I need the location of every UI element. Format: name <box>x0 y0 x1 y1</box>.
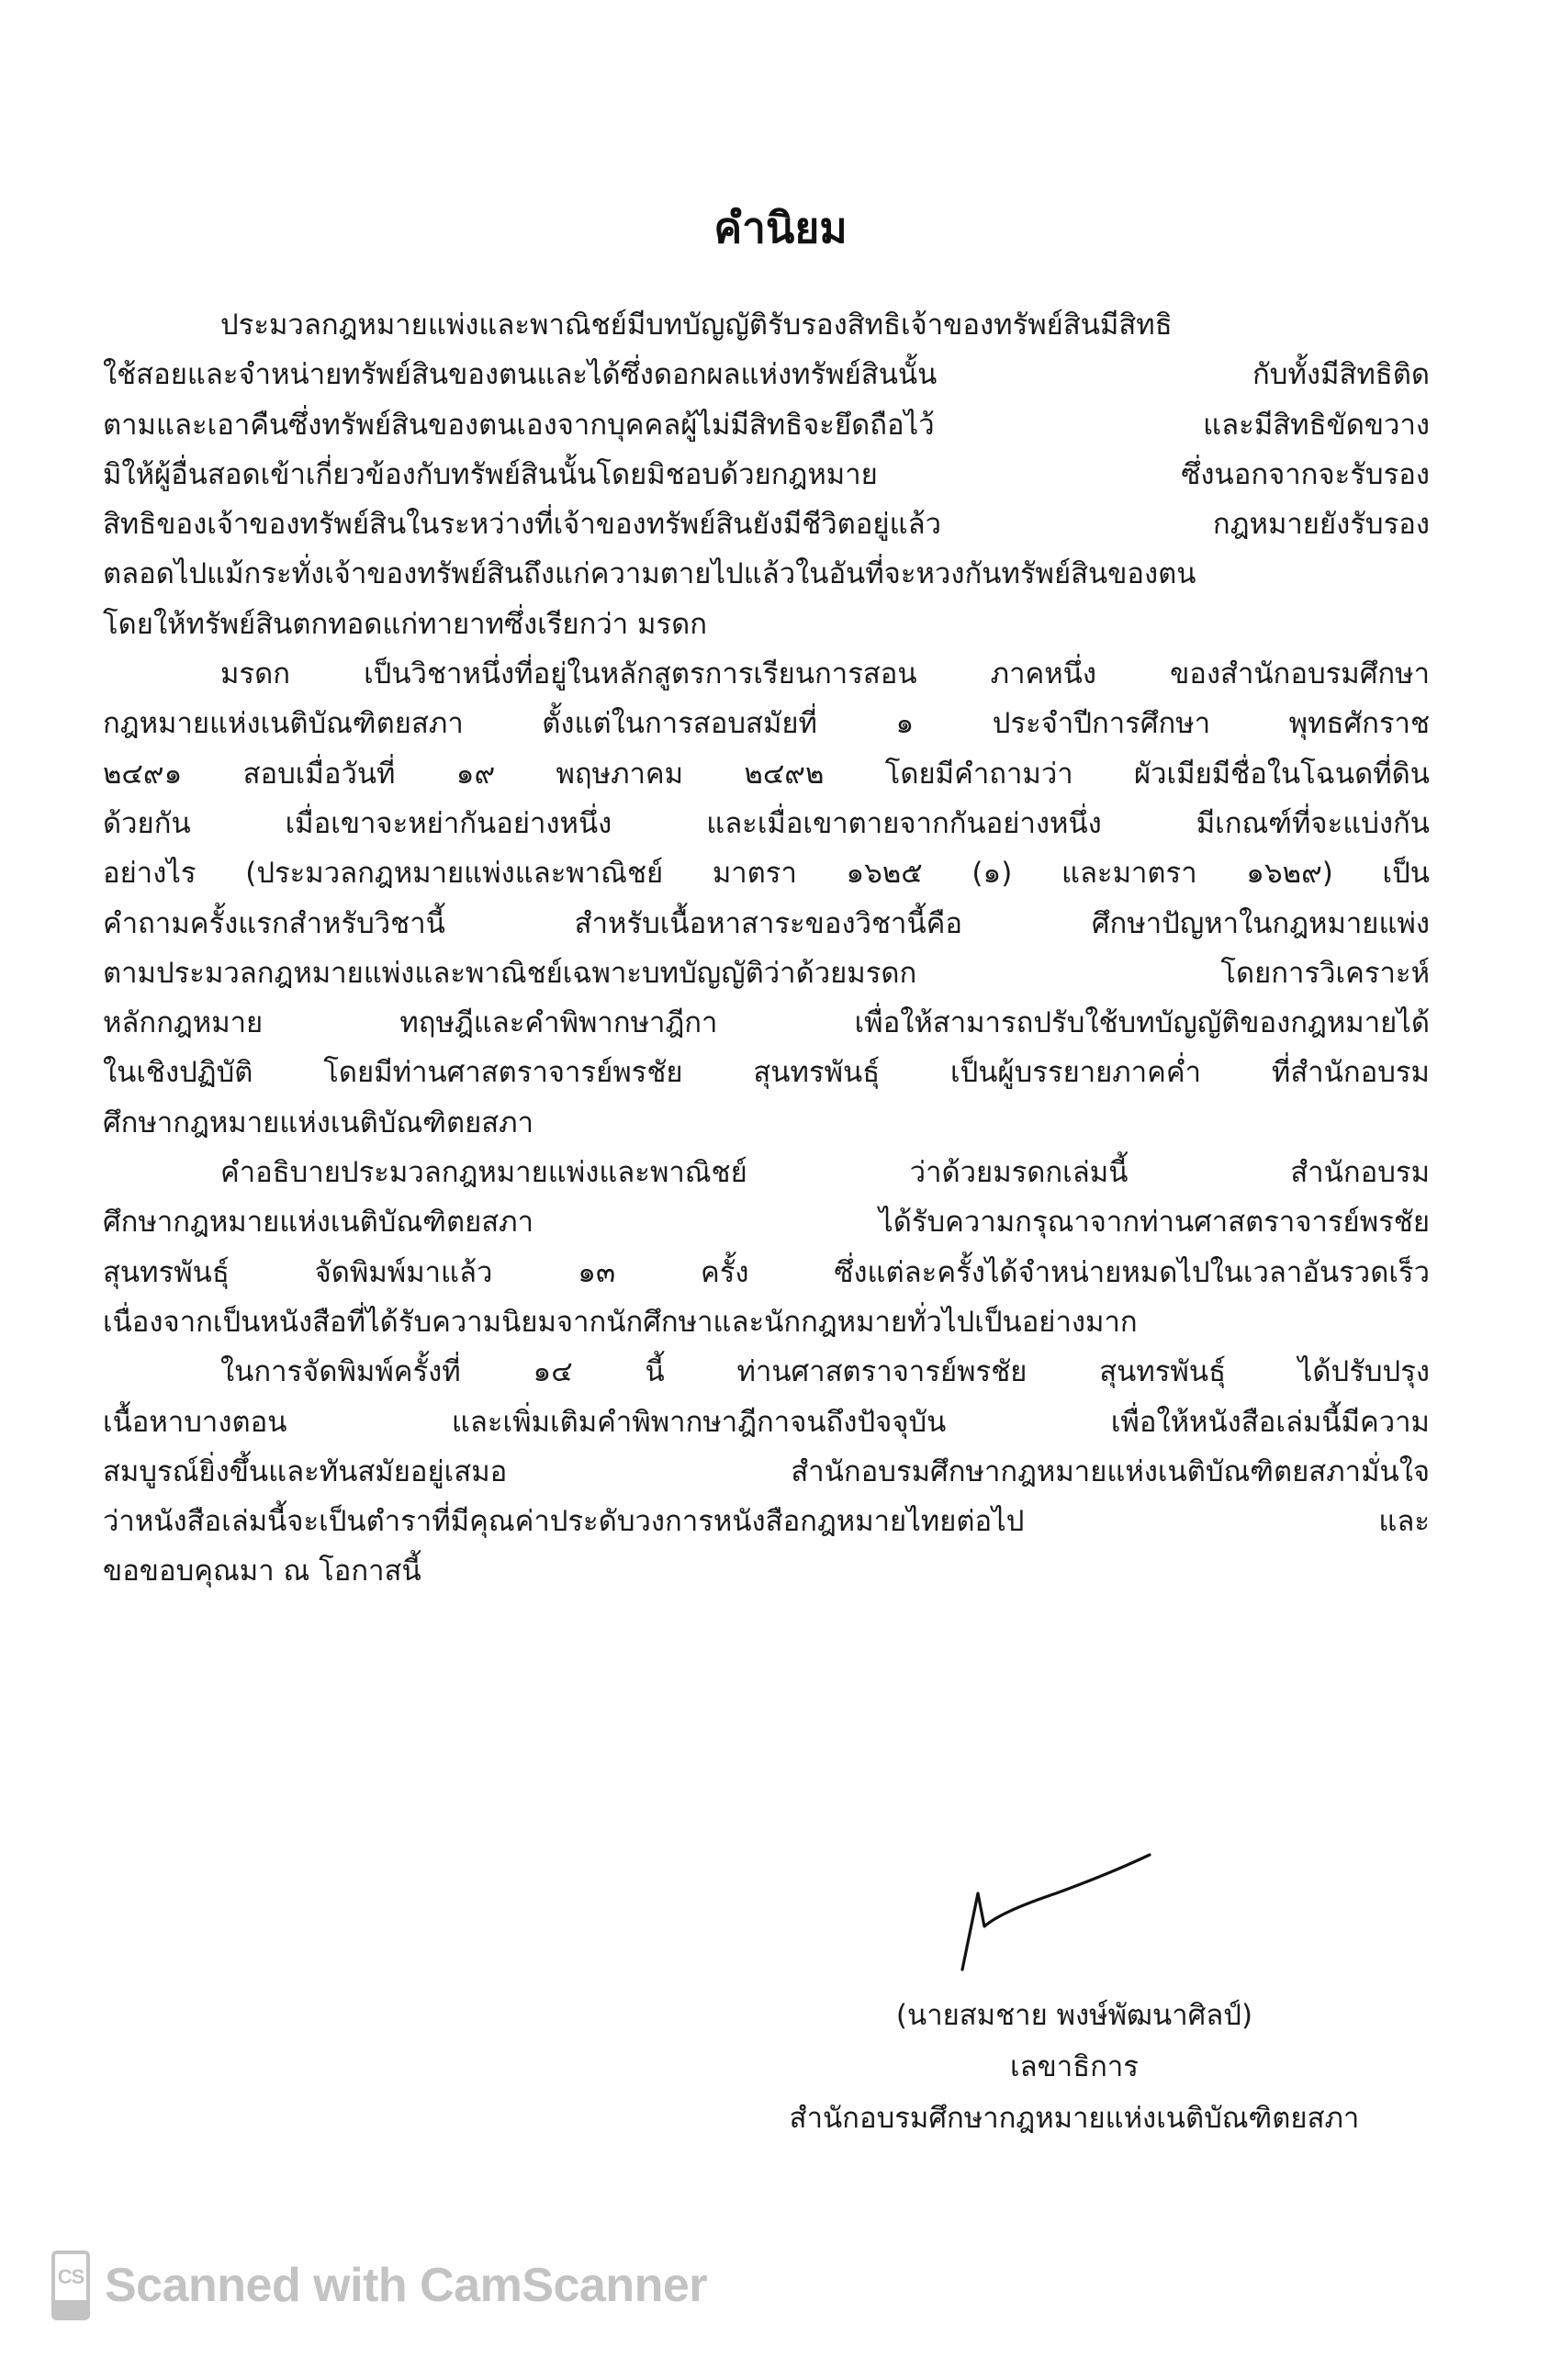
paragraph-3 <box>103 1148 1430 1347</box>
paragraph-line: ตามประมวลกฎหมายแพ่งและพาณิชย์เฉพาะบทบัญญัติว่าด้วยมรดก โดยการวิเคราะห์ <box>103 956 1430 990</box>
paragraph-line: หลักกฎหมาย ทฤษฎีและคำพิพากษาฎีกา เพื่อให้สามารถปรับใช้บทบัญญัติของกฎหมายได้ <box>103 1006 1430 1040</box>
watermark-text: Scanned with CamScanner <box>105 2259 708 2312</box>
signatory-organization: สำนักอบรมศึกษากฎหมายแห่งเนติบัณฑิตยสภา <box>789 2102 1360 2135</box>
paragraph-line: กฎหมายแห่งเนติบัณฑิตยสภา ตั้งแต่ในการสอบสมัยที่ ๑ ประจำปีการศึกษา พุทธศักราช <box>103 707 1430 741</box>
paragraph-line: ศึกษากฎหมายแห่งเนติบัณฑิตยสภา ได้รับความกรุณาจากท่านศาสตราจารย์พรชัย <box>103 1206 1430 1240</box>
paragraph-line: คำถามครั้งแรกสำหรับวิชานี้ สำหรับเนื้อหาสาระของวิชานี้คือ ศึกษาปัญหาในกฎหมายแพ่ง <box>103 906 1430 940</box>
paragraph-line: ใช้สอยและจำหน่ายทรัพย์สินของตนและได้ซึ่งดอกผลแห่งทรัพย์สินนั้น กับทั้งมีสิทธิติด <box>103 358 1430 392</box>
paragraph-line: มรดก เป็นวิชาหนึ่งที่อยู่ในหลักสูตรการเรียนการสอน ภาคหนึ่ง ของสำนักอบรมศึกษา <box>220 657 1430 691</box>
foreword-body <box>103 300 1430 1597</box>
signatory-name: (นายสมชาย พงษ์พัฒนาศิลป์) <box>895 1999 1253 2032</box>
paragraph-line: มิให้ผู้อื่นสอดเข้าเกี่ยวข้องกับทรัพย์สินนั้นโดยมิชอบด้วยกฎหมาย ซึ่งนอกจากจะรับรอง <box>103 457 1430 491</box>
paragraph-line: ด้วยกัน เมื่อเขาจะหย่ากันอย่างหนึ่ง และเมื่อเขาตายจากกันอย่างหนึ่ง มีเกณฑ์ที่จะแบ่งกัน <box>103 806 1430 840</box>
paragraph-4 <box>103 1347 1430 1596</box>
signatory-position: เลขาธิการ <box>1010 2050 1139 2083</box>
paragraph-1 <box>103 300 1430 649</box>
paragraph-line: ศึกษากฎหมายแห่งเนติบัณฑิตยสภา <box>103 1106 534 1139</box>
page-title: คำนิยม <box>713 203 848 253</box>
paragraph-line: ตลอดไปแม้กระทั่งเจ้าของทรัพย์สินถึงแก่ความตายไปแล้วในอันที่จะหวงกันทรัพย์สินของตน <box>103 557 1196 591</box>
paragraph-line: เนื่องจากเป็นหนังสือที่ได้รับความนิยมจากนักศึกษาและนักกฎหมายทั่วไปเป็นอย่างมาก <box>103 1305 1138 1339</box>
paragraph-line: อย่างไร (ประมวลกฎหมายแพ่งและพาณิชย์ มาตรา ๑๖๒๕ (๑) และมาตรา ๑๖๒๙) เป็น <box>103 857 1430 891</box>
camscanner-logo-icon: CS <box>51 2251 90 2320</box>
paragraph-line: ขอขอบคุณมา ณ โอกาสนี้ <box>103 1555 421 1589</box>
paragraph-line: ในเชิงปฏิบัติ โดยมีท่านศาสตราจารย์พรชัย สุนทรพันธุ์ เป็นผู้บรรยายภาคค่ำ ที่สำนักอบรม <box>103 1056 1430 1090</box>
paragraph-line: โดยให้ทรัพย์สินตกทอดแก่ทายาทซึ่งเรียกว่า มรดก <box>103 607 708 641</box>
paragraph-line: เนื้อหาบางตอน และเพิ่มเติมคำพิพากษาฎีกาจนถึงปัจจุบัน เพื่อให้หนังสือเล่มนี้มีความ <box>103 1405 1430 1439</box>
paragraph-line: ตามและเอาคืนซึ่งทรัพย์สินของตนเองจากบุคคลผู้ไม่มีสิทธิจะยึดถือไว้ และมีสิทธิขัดขวาง <box>103 408 1430 442</box>
paragraph-line: สิทธิของเจ้าของทรัพย์สินในระหว่างที่เจ้าของทรัพย์สินยังมีชีวิตอยู่แล้ว กฎหมายยังรับรอง <box>103 508 1430 542</box>
paragraph-line: ในการจัดพิมพ์ครั้งที่ ๑๔ นี้ ท่านศาสตราจารย์พรชัย สุนทรพันธุ์ ได้ปรับปรุง <box>220 1355 1430 1389</box>
paragraph-line: ๒๔๙๑ สอบเมื่อวันที่ ๑๙ พฤษภาคม ๒๔๙๒ โดยมีคำถามว่า ผัวเมียมีชื่อในโฉนดที่ดิน <box>103 757 1430 791</box>
paragraph-line: ว่าหนังสือเล่มนี้จะเป็นตำราที่มีคุณค่าประดับวงการหนังสือกฎหมายไทยต่อไป และ <box>103 1505 1430 1539</box>
handwritten-signature-icon <box>946 1846 1157 1974</box>
paragraph-line: ประมวลกฎหมายแพ่งและพาณิชย์มีบทบัญญัติรับรองสิทธิเจ้าของทรัพย์สินมีสิทธิ <box>220 309 1173 342</box>
paragraph-2 <box>103 649 1430 1148</box>
paragraph-line: สุนทรพันธุ์ จัดพิมพ์มาแล้ว ๑๓ ครั้ง ซึ่งแต่ละครั้งได้จำหน่ายหมดไปในเวลาอันรวดเร็ว <box>103 1255 1430 1289</box>
paragraph-line: สมบูรณ์ยิ่งขึ้นและทันสมัยอยู่เสมอ สำนักอบรมศึกษากฎหมายแห่งเนติบัณฑิตยสภามั่นใจ <box>103 1454 1430 1488</box>
paragraph-line: คำอธิบายประมวลกฎหมายแพ่งและพาณิชย์ ว่าด้วยมรดกเล่มนี้ สำนักอบรม <box>220 1156 1430 1190</box>
camscanner-watermark <box>51 2252 707 2318</box>
